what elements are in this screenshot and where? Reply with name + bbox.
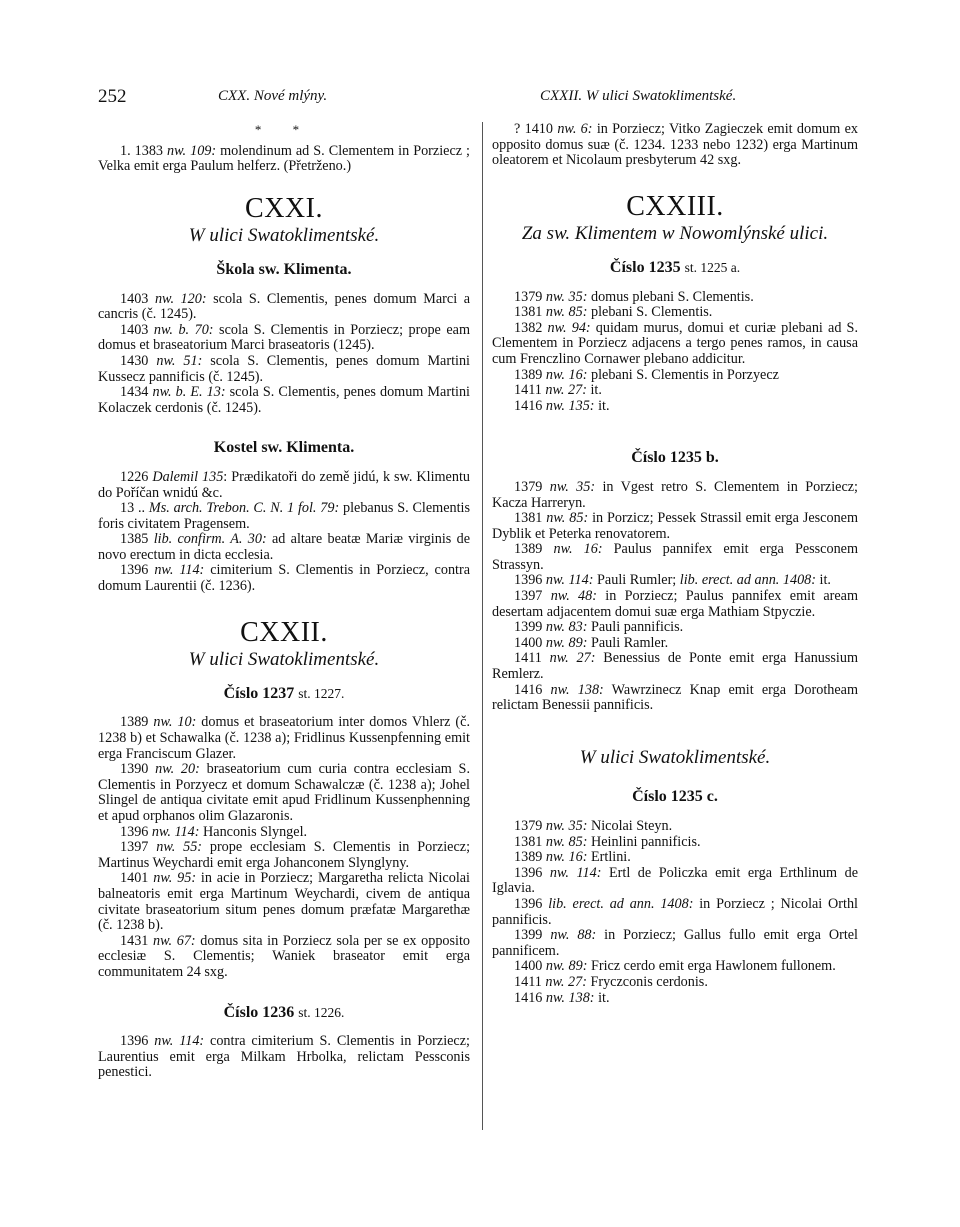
street-heading: W ulici Swatoklimentské. xyxy=(188,225,380,247)
record-entry: 1416 nw. 138: Wawrzinecz Knap emit erga Dorotheam relictam Benessii pannificis. xyxy=(492,681,858,714)
record-entry: 1382 nw. 94: quidam murus, domui et curiæ plebani ad S. Clementem in Porziecz adjacens a tergo penes ramos, in causa cum Frenczlino Cornawer plebano addicitur. xyxy=(492,319,858,367)
old-number: st. 1226. xyxy=(298,1004,345,1020)
record-entry: 1399 nw. 83: Pauli pannificis. xyxy=(514,619,684,636)
house-number: Číslo 1236 xyxy=(223,1003,295,1021)
street-heading: W ulici Swatoklimentské. xyxy=(188,649,380,671)
record-entry: 1434 nw. b. E. 13: scola S. Clementis, penes domum Martini Kolaczek cerdonis (č. 1245). xyxy=(98,384,470,416)
record-entry: 1390 nw. 20: braseatorium cum curia contra ecclesiam S. Clementis in Porzyecz et domum Schawalczæ (č. 1238 a); Johel Slingel de antiqua civitate emit apud Fridlinum Kussenphenning et apud orphanos olim Glazaronis. xyxy=(98,761,470,824)
record-entry: 1396 nw. 114: contra cimiterium S. Clementis in Porziecz; Laurentius emit erga Milkam Hrbolka, relictam Pessconis penestici. xyxy=(98,1033,470,1081)
record-entry: 1381 nw. 85: plebani S. Clementis. xyxy=(514,304,713,321)
column-divider xyxy=(482,122,483,1130)
record-entry: 1411 nw. 27: Benessius de Ponte emit erga Hanussium Remlerz. xyxy=(492,650,858,683)
running-header-right: CXXII. W ulici Swatoklimentské. xyxy=(540,88,737,104)
street-heading: Za sw. Klimentem w Nowomlýnské ulici. xyxy=(521,223,829,245)
record-entry: 1416 nw. 138: it. xyxy=(514,989,610,1006)
record-entry: 1. 1383 nw. 109: molendinum ad S. Clementem in Porziecz ; Velka emit erga Paulum helferz. (Přetrženo.) xyxy=(98,142,470,175)
section-number: CXXIII. xyxy=(626,190,724,222)
record-entry: 1396 lib. erect. ad ann. 1408: in Porziecz ; Nicolai Orthl pannificis. xyxy=(492,895,858,928)
house-number: Číslo 1237 xyxy=(223,684,295,702)
entry-list-kostel xyxy=(98,470,470,595)
record-entry: 1379 nw. 35: in Vgest retro S. Clementem in Porziecz; Kacza Harreryn. xyxy=(492,478,858,511)
record-entry: 1403 nw. 120: scola S. Clementis, penes domum Marci a cancris (č. 1245). xyxy=(98,290,470,323)
entry-list-1237 xyxy=(98,715,470,980)
subsection-heading: Číslo 1235 b. xyxy=(631,449,719,467)
street-heading: W ulici Swatoklimentské. xyxy=(579,746,771,768)
record-entry: 1396 nw. 114: Pauli Rumler; lib. erect. ad ann. 1408: it. xyxy=(514,572,831,589)
record-entry: 1431 nw. 67: domus sita in Porziecz sola per se ex opposito ecclesiæ S. Clementis; Waniek braseator emit erga communitatem 24 sxg. xyxy=(98,932,471,980)
record-entry: 1396 nw. 114: cimiterium S. Clementis in Porziecz, contra domum Laurentii (č. 1236). xyxy=(98,562,471,595)
entry-list-top xyxy=(492,122,858,169)
record-entry: 1389 nw. 16: Paulus pannifex emit erga Pessconem Strassyn. xyxy=(492,541,858,573)
subsection-heading xyxy=(98,686,470,702)
running-header-left: CXX. Nové mlýny. xyxy=(218,88,328,104)
record-entry: 1400 nw. 89: Pauli Ramler. xyxy=(514,634,669,651)
record-entry: 1397 nw. 55: prope ecclesiam S. Clementis in Porziecz; Martinus Weychardi emit erga Johanconem Slynglyny. xyxy=(98,839,471,871)
entry-list-1235c xyxy=(492,819,858,1006)
record-entry: 1385 lib. confirm. A. 30: ad altare beatæ Mariæ virginis de novo erectum in dicta ecclesia. xyxy=(98,531,471,563)
record-entry: ? 1410 nw. 6: in Porziecz; Vitko Zagieczek emit domum ex opposito domus suæ (č. 1234. 1233 nebo 1232) erga Martinum oleatorem et Nicolaum presbyterum 42 sxg. xyxy=(492,121,858,169)
record-entry: 13 .. Ms. arch. Trebon. C. N. 1 fol. 79: plebanus S. Clementis foris civitatem Pragensem. xyxy=(98,500,470,532)
house-number: Číslo 1235 xyxy=(609,258,681,276)
right-column xyxy=(492,122,858,1006)
record-entry: 1396 nw. 114: Hanconis Slyngel. xyxy=(120,823,308,840)
page-number: 252 xyxy=(98,86,127,107)
record-entry: 1401 nw. 95: in acie in Porziecz; Margaretha relicta Nicolai balneatoris emit erga Martinum Weychardi, civem de antiqua civitate braseatorium situm penes domum præfatæ Margarethæ (č. 1238 b). xyxy=(98,870,470,934)
entry-list-1236 xyxy=(98,1034,470,1081)
old-number: st. 1225 a. xyxy=(684,259,741,275)
entry-list-stars xyxy=(98,144,470,175)
old-number: st. 1227. xyxy=(298,685,345,701)
record-entry: 1399 nw. 88: in Porziecz; Gallus fullo emit erga Ortel pannificem. xyxy=(492,927,858,959)
record-entry: 1379 nw. 35: Nicolai Steyn. xyxy=(514,818,673,834)
record-entry: 1397 nw. 48: in Porziecz; Paulus pannifex emit aream desertam adjacentem domui suæ erga Mathiam Stpyczie. xyxy=(492,588,858,620)
record-entry: 1226 Dalemil 135: Prædikatoři do země jidú, k sw. Klimentu do Poříčan wnidú &c. xyxy=(98,468,470,501)
record-entry: 1389 nw. 16: Ertlini. xyxy=(514,849,631,866)
record-entry: 1389 nw. 16: plebani S. Clementis in Porzyecz xyxy=(514,366,779,383)
record-entry: 1381 nw. 85: Heinlini pannificis. xyxy=(514,833,701,850)
entry-list-1235b xyxy=(492,480,858,714)
left-column xyxy=(98,122,470,1081)
section-number: CXXII. xyxy=(240,616,328,648)
section-number: CXXI. xyxy=(245,192,323,224)
subsection-heading: Kostel sw. Klimenta. xyxy=(213,439,355,457)
record-entry: 1411 nw. 27: it. xyxy=(514,382,602,399)
record-entry: 1381 nw. 85: in Porzicz; Pessek Strassil emit erga Jesconem Dyblik et Peterka renovatorem. xyxy=(492,510,859,542)
subsection-heading xyxy=(492,260,858,276)
subsection-heading: Číslo 1235 c. xyxy=(632,788,718,806)
record-entry: 1416 nw. 135: it. xyxy=(514,397,610,414)
subsection-heading xyxy=(98,1005,470,1021)
record-entry: 1411 nw. 27: Fryczconis cerdonis. xyxy=(514,973,708,990)
record-entry: 1389 nw. 10: domus et braseatorium inter domos Vhlerz (č. 1238 b) et Schawalka (č. 1238 a); Fridlinus Kussenpfenning emit erga Franciscum Glazer. xyxy=(98,714,471,762)
section-separator-stars: * * xyxy=(254,122,314,137)
record-entry: 1400 nw. 89: Fricz cerdo emit erga Hawlonem fullonem. xyxy=(514,958,836,975)
entry-list-1235a xyxy=(492,290,858,415)
subsection-heading: Škola sw. Klimenta. xyxy=(216,260,352,278)
record-entry: 1379 nw. 35: domus plebani S. Clementis. xyxy=(514,288,754,305)
record-entry: 1430 nw. 51: scola S. Clementis, penes domum Martini Kussecz pannificis (č. 1245). xyxy=(98,352,470,385)
entry-list-skola xyxy=(98,292,470,417)
record-entry: 1396 nw. 114: Ertl de Policzka emit erga Erthlinum de Iglavia. xyxy=(492,864,858,897)
record-entry: 1403 nw. b. 70: scola S. Clementis in Porziecz; prope eam domus et braseatorium Marci braseatoris (1245). xyxy=(98,321,470,354)
